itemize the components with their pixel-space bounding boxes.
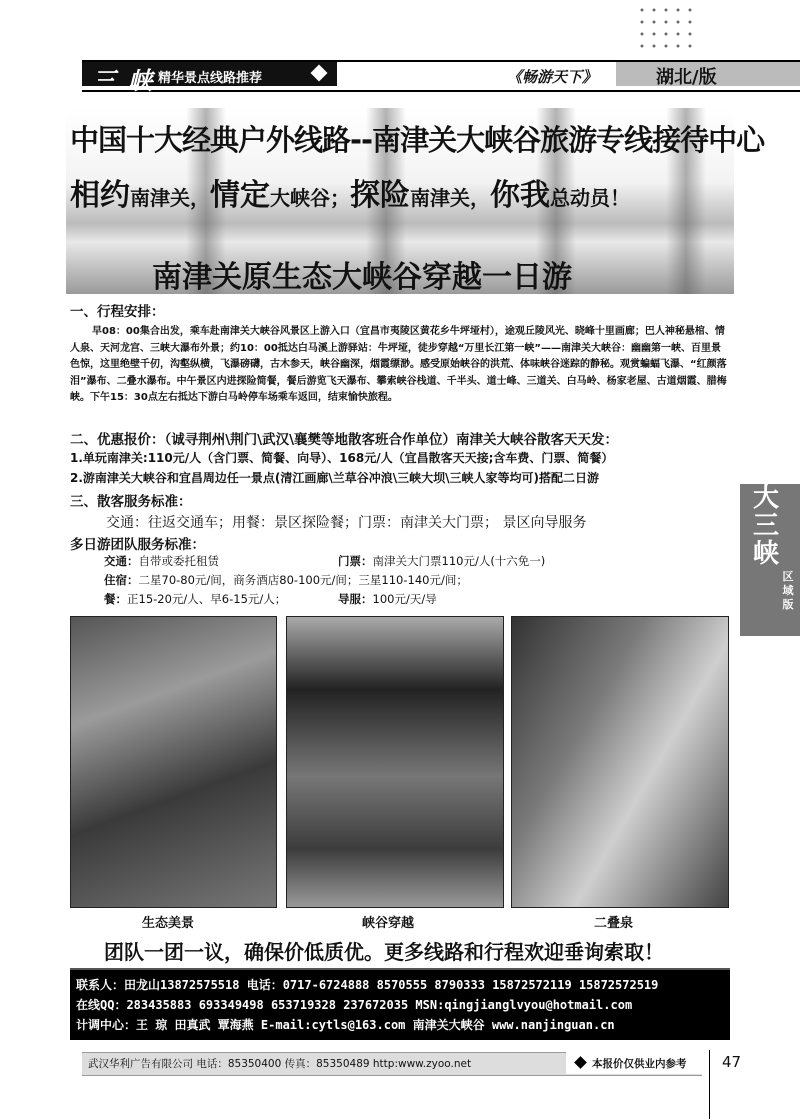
meal-label: 餐：	[104, 592, 127, 606]
brand-logo: 三 峡	[92, 66, 155, 95]
guide-value: 100元/天/导	[372, 592, 437, 606]
contact-line-3: 计调中心：王 琼 田真武 覃海燕 E-mail:cytls@163.com 南津关大峡谷 www.nanjinguan.cn	[76, 1018, 615, 1032]
pricing-heading: 二、优惠报价：（诚寻荆州\荆门\武汉\襄樊等地散客班合作单位）南津关大峡谷散客天天发：	[70, 432, 619, 448]
meal-value: 正15-20元/人、早6-15元/人；	[127, 592, 287, 606]
transport-value: 自带或委托租赁	[138, 554, 219, 568]
dot-grid-decoration	[636, 4, 696, 52]
slogan-word-1: 相约	[70, 178, 130, 213]
service-text: 交通：往返交通车；用餐：景区探险餐；门票：南津关大门票； 景区向导服务	[106, 515, 587, 531]
group-hotel	[104, 572, 468, 588]
slogan-text-2: 大峡谷；	[270, 186, 350, 210]
bottom-slogan: 团队一团一议，确保价低质优。更多线路和行程欢迎垂询索取！	[104, 940, 664, 964]
magazine-name: 《畅游天下》	[507, 68, 598, 86]
slogan-text-1: 南津关，	[130, 186, 210, 210]
slogan-word-3: 探险	[350, 178, 410, 213]
group-heading: 多日游团队服务标准：	[70, 537, 205, 553]
service-heading: 三、散客服务标准：	[70, 494, 192, 510]
side-tab-subtitle: 区域版	[782, 570, 794, 611]
group-meal	[104, 591, 286, 607]
contact-line-2: 在线QQ：283435883 693349498 653719328 237672035 MSN:qingjianglvyou@hotmail.com	[76, 998, 633, 1012]
hero-title: 中国十大经典户外线路--南津关大峡谷旅游专线接待中心	[70, 123, 765, 157]
transport-label: 交通：	[104, 554, 139, 568]
pricing-line-1: 1.单玩南津关:110元/人（含门票、简餐、向导）、168元/人（宜昌散客天天接;含车费、门票、简餐）	[70, 451, 614, 465]
photo-ecological-scenery	[70, 616, 277, 908]
slogan-text-4: 总动员！	[550, 186, 630, 210]
photo-caption-3: 二叠泉	[594, 916, 634, 931]
hero-subtitle: 南津关原生态大峡谷穿越一日游	[152, 260, 572, 295]
contact-line-1: 联系人：田龙山13872575518 电话：0717-6724888 8570555 8790333 15872572119 15872572519	[76, 978, 659, 992]
edition-label: 湖北/版	[656, 67, 717, 88]
photo-canyon-crossing	[286, 616, 504, 908]
ticket-value: 南津关大门票110元/人(十六免一)	[372, 554, 546, 568]
hotel-value: 二星70-80元/间，商务酒店80-100元/间；三星110-140元/间；	[138, 573, 468, 587]
group-guide	[338, 591, 437, 607]
slogan-word-4: 你我	[490, 178, 550, 213]
footer-note: 本报价仅供业内参考	[592, 1058, 687, 1070]
itinerary-text: 早08：00集合出发，乘车赴南津关大峡谷风景区上游入口（宜昌市夷陵区黄花乡牛坪垭村），途观丘陵风光、晓峰十里画廊；巴人神秘悬棺、情人泉、天河龙宫、三峡大瀑布外景；约10：00抵达白马溪上游驿站：牛坪垭，徒步穿越“万里长江第一峡”——南津关大峡谷：幽幽第一峡、百里景色惊，这里绝壁千仞，沟壑纵横，飞瀑磅礴，古木参天，峡谷幽深，烟霞缥渺。感受原始峡谷的洪荒、体味峡谷迷踪的静秘。观赏蝙蝠飞瀑、“红颜落泪”瀑布、二叠水瀑布。中午景区内进探险简餐，餐后游览飞天瀑布、攀索峡谷栈道、千半头、道士峰、三道关、白马岭、杨家老屋、古道烟霞、腊梅峡。下午15：30点左右抵达下游白马岭停车场乘车返回，结束愉快旅程。	[70, 326, 727, 403]
group-transport	[104, 553, 219, 569]
slogan-word-2: 情定	[210, 178, 270, 213]
side-tab-title: 大三峡	[752, 483, 779, 569]
hotel-label: 住宿：	[104, 573, 139, 587]
footer-company: 武汉华利广告有限公司 电话：85350400 传真：85350489 http:www.zyoo.net	[88, 1058, 472, 1070]
photo-caption-2: 峡谷穿越	[362, 916, 415, 931]
hero-slogan	[70, 170, 630, 214]
pricing-line-2: 2.游南津关大峡谷和宜昌周边任一景点(清江画廊\兰草谷冲浪\三峡大坝\三峡人家等均可)搭配二日游	[70, 471, 600, 485]
footer-divider	[709, 1050, 710, 1119]
header-tagline: 精华景点线路推荐	[158, 71, 263, 86]
photo-double-spring	[511, 616, 729, 908]
photo-caption-1: 生态美景	[142, 916, 195, 931]
slogan-text-3: 南津关，	[410, 186, 490, 210]
group-ticket	[338, 553, 545, 569]
page-number: 47	[722, 1053, 742, 1071]
itinerary-heading: 一、行程安排：	[70, 304, 165, 320]
ticket-label: 门票：	[338, 554, 373, 568]
guide-label: 导服：	[338, 592, 373, 606]
